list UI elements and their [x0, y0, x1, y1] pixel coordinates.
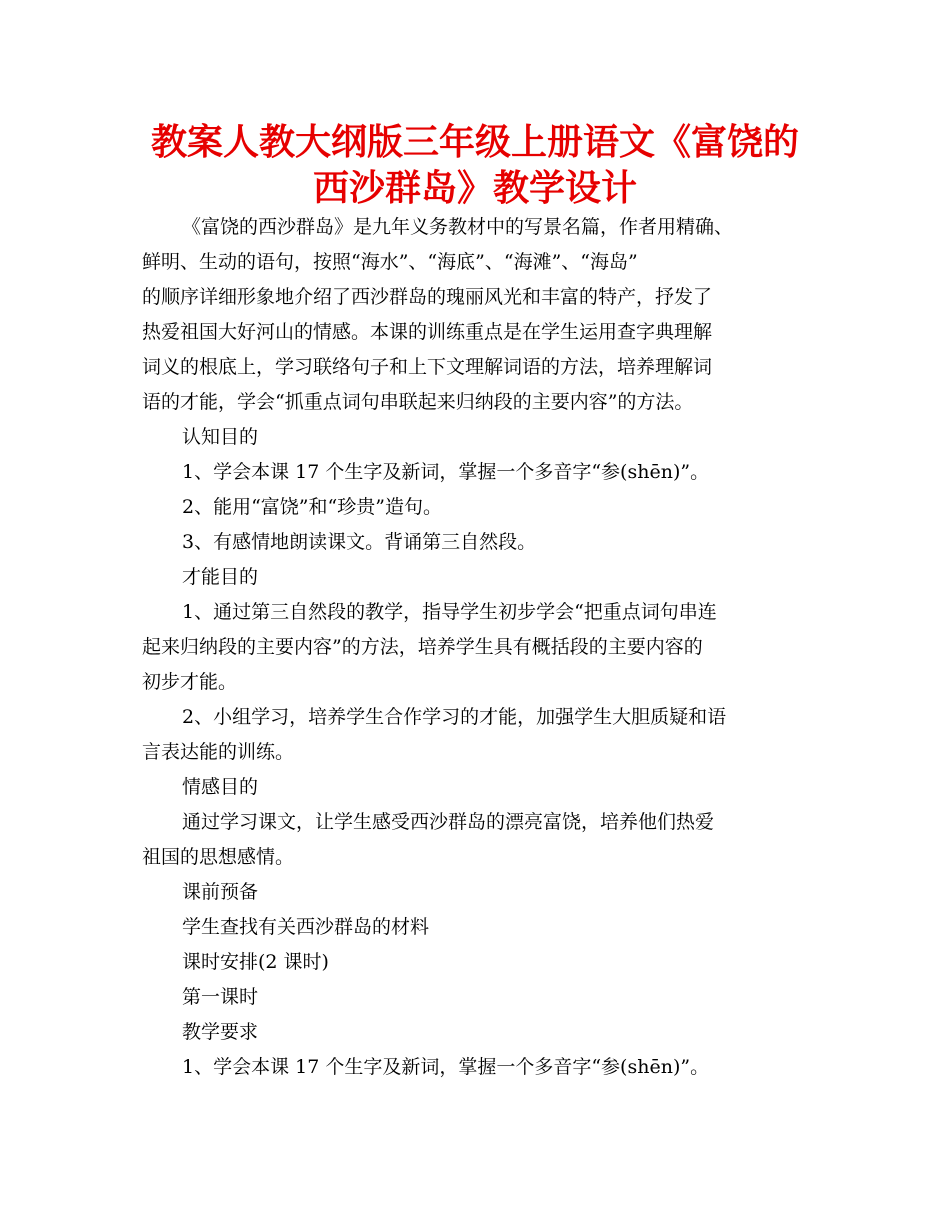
- text-line: 初步才能。: [142, 671, 238, 693]
- text-line: 热爱祖国大好河山的情感。本课的训练重点是在学生运用查字典理解: [142, 321, 713, 343]
- text-line: 的顺序详细形象地介绍了西沙群岛的瑰丽风光和丰富的特产，抒发了: [142, 286, 713, 308]
- text-line: 课时安排(2 课时): [182, 951, 329, 973]
- text-line: 鲜明、生动的语句，按照“海水”、“海底”、“海滩”、“海岛”: [142, 251, 638, 273]
- text-line: 3、有感情地朗读课文。背诵第三自然段。: [182, 531, 537, 553]
- title-line-2: 西沙群岛》教学设计: [312, 168, 637, 209]
- title-line-1: 教案人教大纲版三年级上册语文《富饶的: [150, 122, 799, 163]
- text-line: 1、学会本课 17 个生字及新词，掌握一个多音字“参(shēn)”。: [182, 461, 710, 483]
- text-line: 2、小组学习，培养学生合作学习的才能，加强学生大胆质疑和语: [182, 706, 727, 728]
- section-heading: 课前预备: [182, 881, 259, 903]
- text-line: 学生查找有关西沙群岛的材料: [182, 916, 430, 938]
- text-line: 言表达能的训练。: [142, 741, 295, 763]
- text-line: 祖国的思想感情。: [142, 846, 295, 868]
- text-line: 语的才能，学会“抓重点词句串联起来归纳段的主要内容”的方法。: [142, 391, 694, 413]
- section-heading: 第一课时: [182, 986, 259, 1008]
- document-title: [120, 120, 830, 212]
- document-body: [142, 210, 828, 1085]
- section-heading: 认知目的: [182, 426, 259, 448]
- section-heading: 教学要求: [182, 1021, 259, 1043]
- text-line: 2、能用“富饶”和“珍贵”造句。: [182, 496, 442, 518]
- text-line: 《富饶的西沙群岛》是九年义务教材中的写景名篇，作者用精确、: [182, 216, 734, 238]
- text-line: 1、学会本课 17 个生字及新词，掌握一个多音字“参(shēn)”。: [182, 1056, 710, 1078]
- section-heading: 才能目的: [182, 566, 259, 588]
- section-heading: 情感目的: [182, 776, 259, 798]
- text-line: 1、通过第三自然段的教学，指导学生初步学会“把重点词句串连: [182, 601, 717, 623]
- text-line: 起来归纳段的主要内容”的方法，培养学生具有概括段的主要内容的: [142, 636, 703, 658]
- text-line: 通过学习课文，让学生感受西沙群岛的漂亮富饶，培养他们热爱: [182, 811, 715, 833]
- text-line: 词义的根底上，学习联络句子和上下文理解词语的方法，培养理解词: [142, 356, 713, 378]
